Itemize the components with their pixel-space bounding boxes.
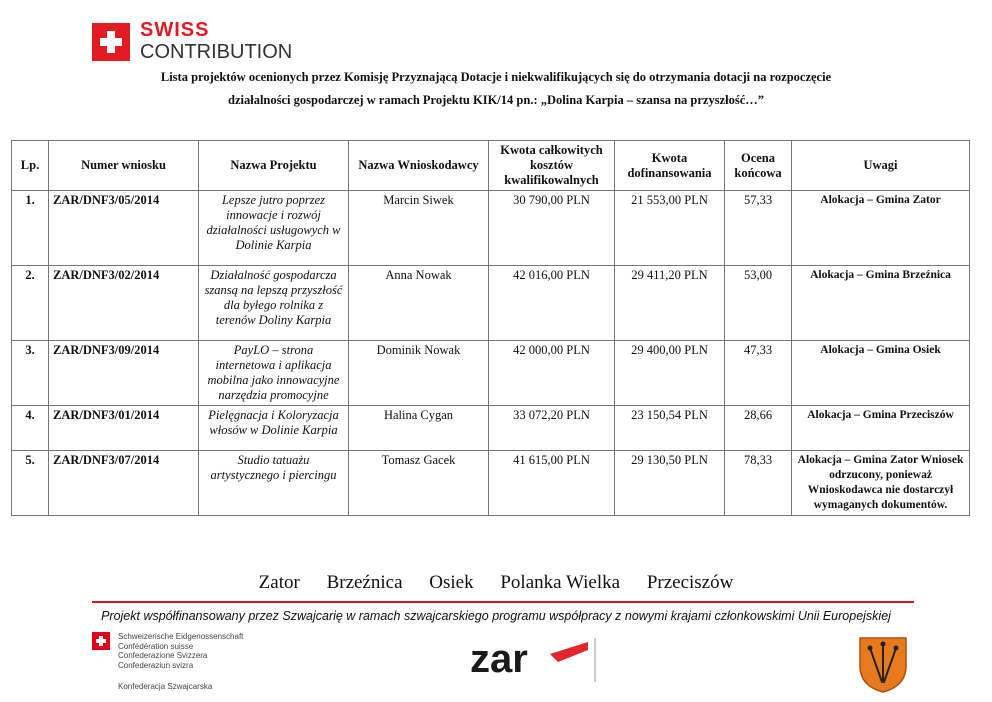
cell-project: Studio tatuażu artystycznego i piercingu bbox=[199, 451, 349, 516]
table-row bbox=[12, 451, 970, 516]
cell-applicant: Anna Nowak bbox=[349, 266, 489, 341]
cell-score: 57,33 bbox=[725, 191, 792, 266]
town-przeciszow: Przeciszów bbox=[646, 572, 734, 593]
cell-funding: 21 553,00 PLN bbox=[615, 191, 725, 266]
cell-funding: 23 150,54 PLN bbox=[615, 406, 725, 451]
table-row bbox=[12, 266, 970, 341]
cell-notes: Alokacja – Gmina Brzeźnica bbox=[792, 266, 970, 341]
town-brzeznica: Brzeźnica bbox=[326, 572, 403, 593]
zar-logo bbox=[466, 632, 598, 686]
swiss-cross-icon bbox=[92, 23, 130, 61]
red-divider bbox=[92, 601, 914, 603]
cell-notes: Alokacja – Gmina Zator Wniosek odrzucony, ponieważ Wnioskodawca nie dostarczył wymaganych dokumentów. bbox=[792, 451, 970, 516]
cell-notes: Alokacja – Gmina Zator bbox=[792, 191, 970, 266]
towns-list bbox=[0, 572, 992, 594]
cell-project: Działalność gospodarcza szansą na lepszą przyszłość dla byłego rolnika z terenów Doliny Karpia bbox=[199, 266, 349, 341]
title-line-2: działalności gospodarczej w ramach Projektu KIK/14 pn.: „Dolina Karpia – szansa na przyszłość…” bbox=[228, 93, 764, 107]
header-total-cost: Kwota całkowitych kosztów kwalifikowalnych bbox=[489, 141, 615, 191]
cell-lp: 2. bbox=[12, 266, 49, 341]
cell-number: ZAR/DNF3/09/2014 bbox=[49, 341, 199, 406]
cell-lp: 3. bbox=[12, 341, 49, 406]
cell-applicant: Dominik Nowak bbox=[349, 341, 489, 406]
town-osiek: Osiek bbox=[429, 572, 474, 593]
header-notes: Uwagi bbox=[792, 141, 970, 191]
cell-number: ZAR/DNF3/02/2014 bbox=[49, 266, 199, 341]
cell-total-cost: 42 016,00 PLN bbox=[489, 266, 615, 341]
header-score: Ocena końcowa bbox=[725, 141, 792, 191]
header-number: Numer wniosku bbox=[49, 141, 199, 191]
town-zator: Zator bbox=[258, 572, 300, 593]
coat-of-arms-icon bbox=[858, 636, 908, 694]
zar-logo-text: zar bbox=[470, 637, 528, 681]
cell-number: ZAR/DNF3/01/2014 bbox=[49, 406, 199, 451]
cell-total-cost: 33 072,20 PLN bbox=[489, 406, 615, 451]
cell-score: 28,66 bbox=[725, 406, 792, 451]
conf-line-fr: Confédération suisse bbox=[118, 641, 194, 651]
cell-project: Lepsze jutro poprzez innowacje i rozwój działalności usługowych w Dolinie Karpia bbox=[199, 191, 349, 266]
cofinancing-note: Projekt współfinansowany przez Szwajcarię w ramach szwajcarskiego programu współpracy z nowymi krajami członkowskimi Unii Europejskiej bbox=[101, 609, 891, 623]
cell-total-cost: 30 790,00 PLN bbox=[489, 191, 615, 266]
cell-score: 53,00 bbox=[725, 266, 792, 341]
table-row bbox=[12, 191, 970, 266]
logo-swiss: SWISS bbox=[140, 19, 210, 41]
cell-lp: 1. bbox=[12, 191, 49, 266]
cell-applicant: Tomasz Gacek bbox=[349, 451, 489, 516]
cell-lp: 4. bbox=[12, 406, 49, 451]
cell-score: 78,33 bbox=[725, 451, 792, 516]
cell-applicant: Halina Cygan bbox=[349, 406, 489, 451]
header-lp: Lp. bbox=[12, 141, 49, 191]
title-line-1: Lista projektów ocenionych przez Komisję Przyznającą Dotacje i niekwalifikujących się do otrzymania dotacji na rozpoczęcie bbox=[160, 70, 832, 84]
cell-notes: Alokacja – Gmina Przeciszów bbox=[792, 406, 970, 451]
cell-project: PayLO – strona internetowa i aplikacja mobilna jako innowacyjne narzędzia promocyjne bbox=[199, 341, 349, 406]
header-applicant: Nazwa Wnioskodawcy bbox=[349, 141, 489, 191]
document-title bbox=[0, 66, 992, 112]
projects-table bbox=[11, 140, 970, 516]
cell-number: ZAR/DNF3/05/2014 bbox=[49, 191, 199, 266]
cell-number: ZAR/DNF3/07/2014 bbox=[49, 451, 199, 516]
conf-line-de: Schweizerische Eidgenossenschaft bbox=[118, 632, 244, 641]
cell-funding: 29 411,20 PLN bbox=[615, 266, 725, 341]
cell-total-cost: 41 615,00 PLN bbox=[489, 451, 615, 516]
table-header-row bbox=[12, 141, 970, 191]
cell-notes: Alokacja – Gmina Osiek bbox=[792, 341, 970, 406]
conf-line-it: Confederazione Svizzera bbox=[118, 651, 208, 661]
cell-lp: 5. bbox=[12, 451, 49, 516]
cell-funding: 29 130,50 PLN bbox=[615, 451, 725, 516]
table-row bbox=[12, 341, 970, 406]
cell-total-cost: 42 000,00 PLN bbox=[489, 341, 615, 406]
header-project: Nazwa Projektu bbox=[199, 141, 349, 191]
cell-project: Pielęgnacja i Koloryzacja włosów w Dolinie Karpia bbox=[199, 406, 349, 451]
town-polanka-wielka: Polanka Wielka bbox=[500, 572, 621, 593]
table-row bbox=[12, 406, 970, 451]
swiss-flag-icon bbox=[92, 632, 110, 650]
cell-funding: 29 400,00 PLN bbox=[615, 341, 725, 406]
logo-contribution: CONTRIBUTION bbox=[140, 41, 293, 63]
header-funding: Kwota dofinansowania bbox=[615, 141, 725, 191]
cell-score: 47,33 bbox=[725, 341, 792, 406]
conf-polish: Konfederacja Szwajcarska bbox=[118, 682, 213, 691]
cell-applicant: Marcin Siwek bbox=[349, 191, 489, 266]
conf-line-rm: Confederaziun svizra bbox=[118, 660, 194, 670]
